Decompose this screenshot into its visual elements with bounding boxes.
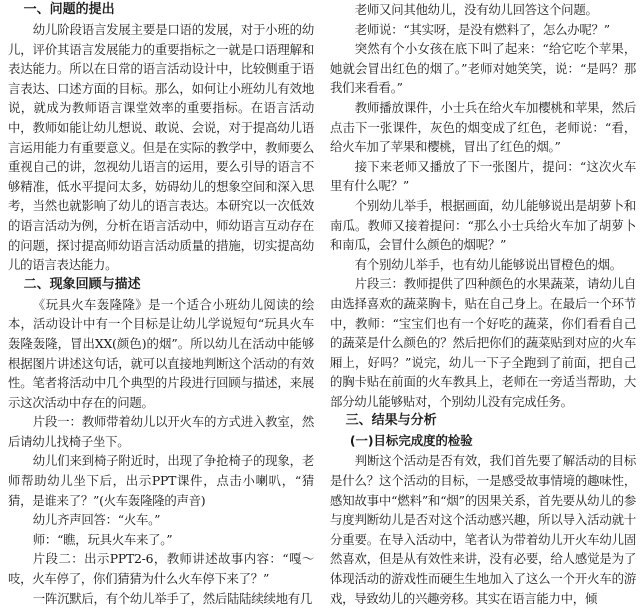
section-heading-results: 三、结果与分析	[345, 413, 437, 429]
paragraph: 幼儿阶段语言发展主要是口语的发展，对于小班的幼儿，评价其语言发展能力的重要指标之一就是口语理解和表达能力。所以在日常的语言活动设计中，比较侧重于语言表达、口述方面的目标。那么，如何让小班幼儿有效地说，就成为教师语言课堂效率的重要指标。在语言活动中，教师如能让幼儿想说、敢说、会说，对于提高幼儿语言运用能力有重要意义。但是在实际的教学中，教师要么重视自己的讲，忽视幼儿语言的运用，要么引导的语言不够精准，低水平提问太多，妨碍幼儿的想象空间和深入思考，当然也就影响了幼儿的语言表达。本研究以一次低效的语言活动为例，分析在语言活动中，师幼语言互动存在的问题，探讨提高师幼语言活动质量的措施，切实提高幼儿的语言表达能力。	[8, 22, 314, 273]
paragraph: 师：“瞧，玩具火车来了。”	[32, 531, 173, 547]
paragraph: 老师说：“其实呀，是没有燃料了，怎么办呢？”	[354, 21, 610, 37]
paragraph: 老师又问其他幼儿，没有幼儿回答这个问题。	[354, 2, 598, 17]
paragraph: 教师播放课件，小士兵在给火车加樱桃和苹果，然后点击下一张课件，灰色的烟变成了红色，老师说：“看，给火车加了苹果和樱桃，冒出了红色的烟。”	[330, 99, 636, 155]
paragraph: 幼儿们来到椅子附近时，出现了争抢椅子的现象，老师帮助幼儿坐下后，出示PPT课件，点击小喇叭，“猜猜，是谁来了？”(火车轰隆隆的声音)	[8, 453, 314, 508]
subsection-heading-goal-check: (一)目标完成度的检验	[349, 433, 473, 449]
paragraph: 突然有个小女孩在底下叫了起来：“给它吃个苹果，她就会冒出红色的烟了。”老师对她笑笑，说：“是吗？那我们来看看。”	[330, 41, 636, 96]
right-column	[330, 0, 636, 606]
paragraph: 片段三：教师提供了四种颜色的水果蔬菜，请幼儿自由选择喜欢的蔬菜胸卡，贴在自己身上。在最后一个环节中，教师：“宝宝们也有一个好吃的蔬菜，你们看看自己的蔬菜是什么颜色的？然后把你们的蔬菜贴到对应的火车厢上，好吗？”说完，幼儿一下子全跑到了前面，把自己的胸卡贴在前面的火车教具上，老师在一旁适当帮助，大部分幼儿能够贴对，个别幼儿没有完成任务。	[330, 276, 636, 409]
paragraph: 判断这个活动是否有效，我们首先要了解活动的目标是什么？这个活动的目标，一是感受故事情境的趣味性，感知故事中“燃料”和“烟”的因果关系，首先要从幼儿的参与度判断幼儿是否对这个活动感兴趣，所以导入活动就十分重要。在导入活动中，笔者认为带着幼儿开火车幼儿固然喜欢，但是从有效性来讲，没有必要，给人感觉是为了体现活动的游戏性而硬生生地加入了这么一个开火车的游戏，导致幼儿的兴趣旁移。其实在语言能力中，倾	[330, 453, 636, 606]
paragraph: 《玩具火车轰隆隆》是一个适合小班幼儿阅读的绘本，活动设计中有一个目标是让幼儿学说短句“玩具火车轰隆轰隆，冒出XX(颜色)的烟”。所以幼儿在活动中能够根据图片讲述这句话，就可以直接地判断这个活动的有效性。笔者将活动中几个典型的片段进行回顾与描述，来展示这次活动中存在的问题。	[8, 296, 314, 410]
paragraph: 片段二：出示PPT2-6，教师讲述故事内容：“嘎～吱，火车停了，你们猜猜为什么火车停下来了？”	[8, 551, 314, 587]
paragraph: 有个别幼儿举手，也有幼儿能够说出冒橙色的烟。	[354, 256, 622, 272]
section-heading-problem: 一、问题的提出	[23, 2, 115, 17]
left-column	[8, 0, 314, 606]
paragraph: 片段一：教师带着幼儿以开火车的方式进入教室，然后请幼儿找椅子坐下。	[8, 414, 314, 449]
paragraph: 个别幼儿举手，根据画面，幼儿能够说出是胡萝卜和南瓜。教师又接着提问：“那么小士兵给火车加了胡萝卜和南瓜，会冒什么颜色的烟呢？”	[330, 197, 636, 253]
paragraph: 幼儿齐声回答：“火车。”	[32, 512, 161, 528]
section-heading-description: 二、现象回顾与描述	[23, 276, 141, 292]
paragraph: 一阵沉默后，有个幼儿举手了，然后陆陆续续地有几	[32, 590, 313, 606]
paragraph: 接下来老师又播放了下一张图片，提问：“这次火车里有什么呢？”	[330, 158, 636, 194]
